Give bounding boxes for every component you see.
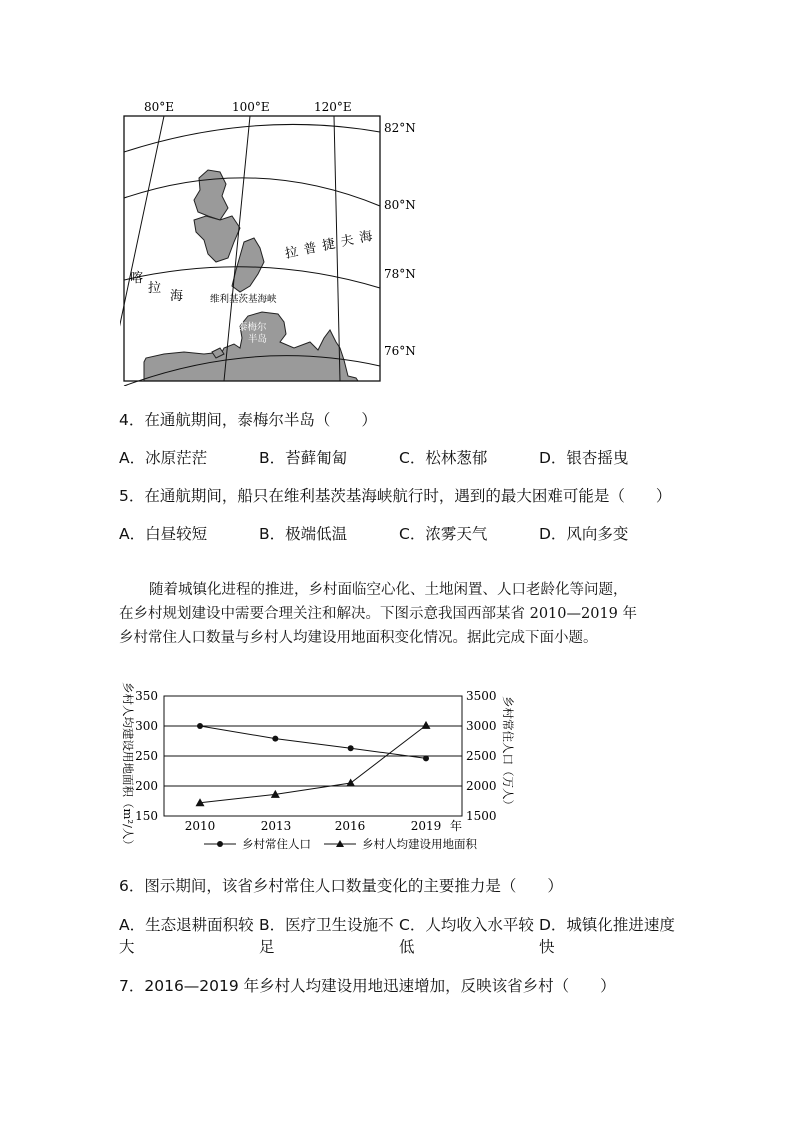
lat-label-80: 80°N (384, 198, 416, 212)
q6-option-c[interactable]: C．人均收入水平较低 (399, 916, 534, 956)
lon-label-100: 100°E (232, 100, 270, 114)
population-point-2010 (197, 723, 203, 729)
landuse-point-2016 (346, 779, 355, 787)
left-tick-250: 250 (135, 749, 158, 763)
x-tick-2013: 2013 (260, 819, 292, 833)
left-tick-150: 150 (135, 809, 158, 823)
q4-option-a[interactable]: A．冰原茫茫 (119, 449, 208, 467)
legend-label-population: 乡村常住人口 (242, 837, 311, 851)
reading-passage (119, 578, 679, 650)
right-tick-2500: 2500 (466, 749, 497, 763)
passage-line-2: 在乡村规划建设中需要合理关注和解决。下图示意我国西部某省 2010—2019 年 (119, 606, 638, 622)
kara-sea-label-2: 拉 (148, 281, 162, 296)
lat-label-76: 76°N (384, 344, 416, 358)
severnaya-zemlya-north-island (194, 170, 228, 220)
arctic-map (120, 96, 420, 386)
right-axis-title: 乡村常住人口（万人） (501, 696, 515, 811)
population-landuse-chart (118, 672, 528, 854)
question-6-stem: 6．图示期间，该省乡村常住人口数量变化的主要推力是（ ） (119, 877, 563, 895)
passage-line-3: 乡村常住人口数量与乡村人均建设用地面积变化情况。据此完成下面小题。 (119, 630, 598, 646)
q5-option-c[interactable]: C．浓雾天气 (399, 525, 488, 543)
x-unit-label: 年 (450, 819, 463, 833)
right-tick-3000: 3000 (466, 719, 497, 733)
q5-option-a[interactable]: A．白昼较短 (119, 525, 208, 543)
population-point-2019 (423, 755, 429, 761)
parallel-82n (124, 124, 380, 152)
q6-option-b[interactable]: B．医疗卫生设施不足 (259, 916, 394, 956)
right-tick-1500: 1500 (466, 809, 497, 823)
kara-sea-label-3: 海 (170, 289, 184, 304)
laptev-sea-label: 拉普捷夫海 (283, 227, 380, 262)
population-point-2016 (348, 745, 354, 751)
right-tick-2000: 2000 (466, 779, 497, 793)
strait-label: 维利基茨基海峡 (210, 294, 277, 305)
series-line-landuse (200, 725, 426, 802)
left-axis-title: 乡村人均建设用地面积（m²/人） (121, 682, 135, 851)
left-tick-350: 350 (135, 689, 158, 703)
lat-label-82: 82°N (384, 121, 416, 135)
q4-option-d[interactable]: D．银杏摇曳 (539, 449, 629, 467)
x-tick-2010: 2010 (184, 819, 216, 833)
peninsula-label-1: 泰梅尔 (238, 322, 267, 333)
x-tick-2016: 2016 (334, 819, 366, 833)
landuse-point-2019 (422, 721, 431, 729)
q5-option-b[interactable]: B．极端低温 (259, 525, 348, 543)
lon-label-120: 120°E (314, 100, 352, 114)
series-line-population (200, 726, 426, 758)
lon-label-80: 80°E (144, 100, 175, 114)
question-4-stem: 4．在通航期间，泰梅尔半岛（ ） (119, 411, 377, 429)
chart-legend (204, 837, 477, 851)
q6-option-a[interactable]: A．生态退耕面积较大 (119, 916, 254, 956)
meridian-80e (120, 116, 164, 381)
severnaya-zemlya-middle-island (194, 216, 240, 262)
question-7-stem: 7．2016—2019 年乡村人均建设用地迅速增加，反映该省乡村（ ） (119, 977, 616, 995)
kara-sea-label-1: 喀 (130, 271, 144, 286)
q6-option-d[interactable]: D．城镇化推进速度快 (539, 916, 675, 956)
lat-label-78: 78°N (384, 267, 416, 281)
peninsula-label-2: 半岛 (248, 334, 268, 345)
passage-line-1: 随着城镇化进程的推进，乡村面临空心化、土地闲置、人口老龄化等问题， (149, 582, 628, 598)
q5-option-d[interactable]: D．风向多变 (539, 525, 629, 543)
parallel-80n (124, 178, 380, 206)
question-5-stem: 5．在通航期间，船只在维利基茨基海峡航行时，遇到的最大困难可能是（ ） (119, 487, 672, 505)
legend-label-landuse: 乡村人均建设用地面积 (362, 837, 477, 851)
left-tick-200: 200 (135, 779, 158, 793)
legend-marker-population (217, 841, 223, 847)
x-tick-2019: 2019 (410, 819, 442, 833)
right-tick-3500: 3500 (466, 689, 497, 703)
left-tick-300: 300 (135, 719, 158, 733)
population-point-2013 (272, 736, 278, 742)
q4-option-b[interactable]: B．苔藓匍匐 (259, 449, 348, 467)
q4-option-c[interactable]: C．松林葱郁 (399, 449, 488, 467)
